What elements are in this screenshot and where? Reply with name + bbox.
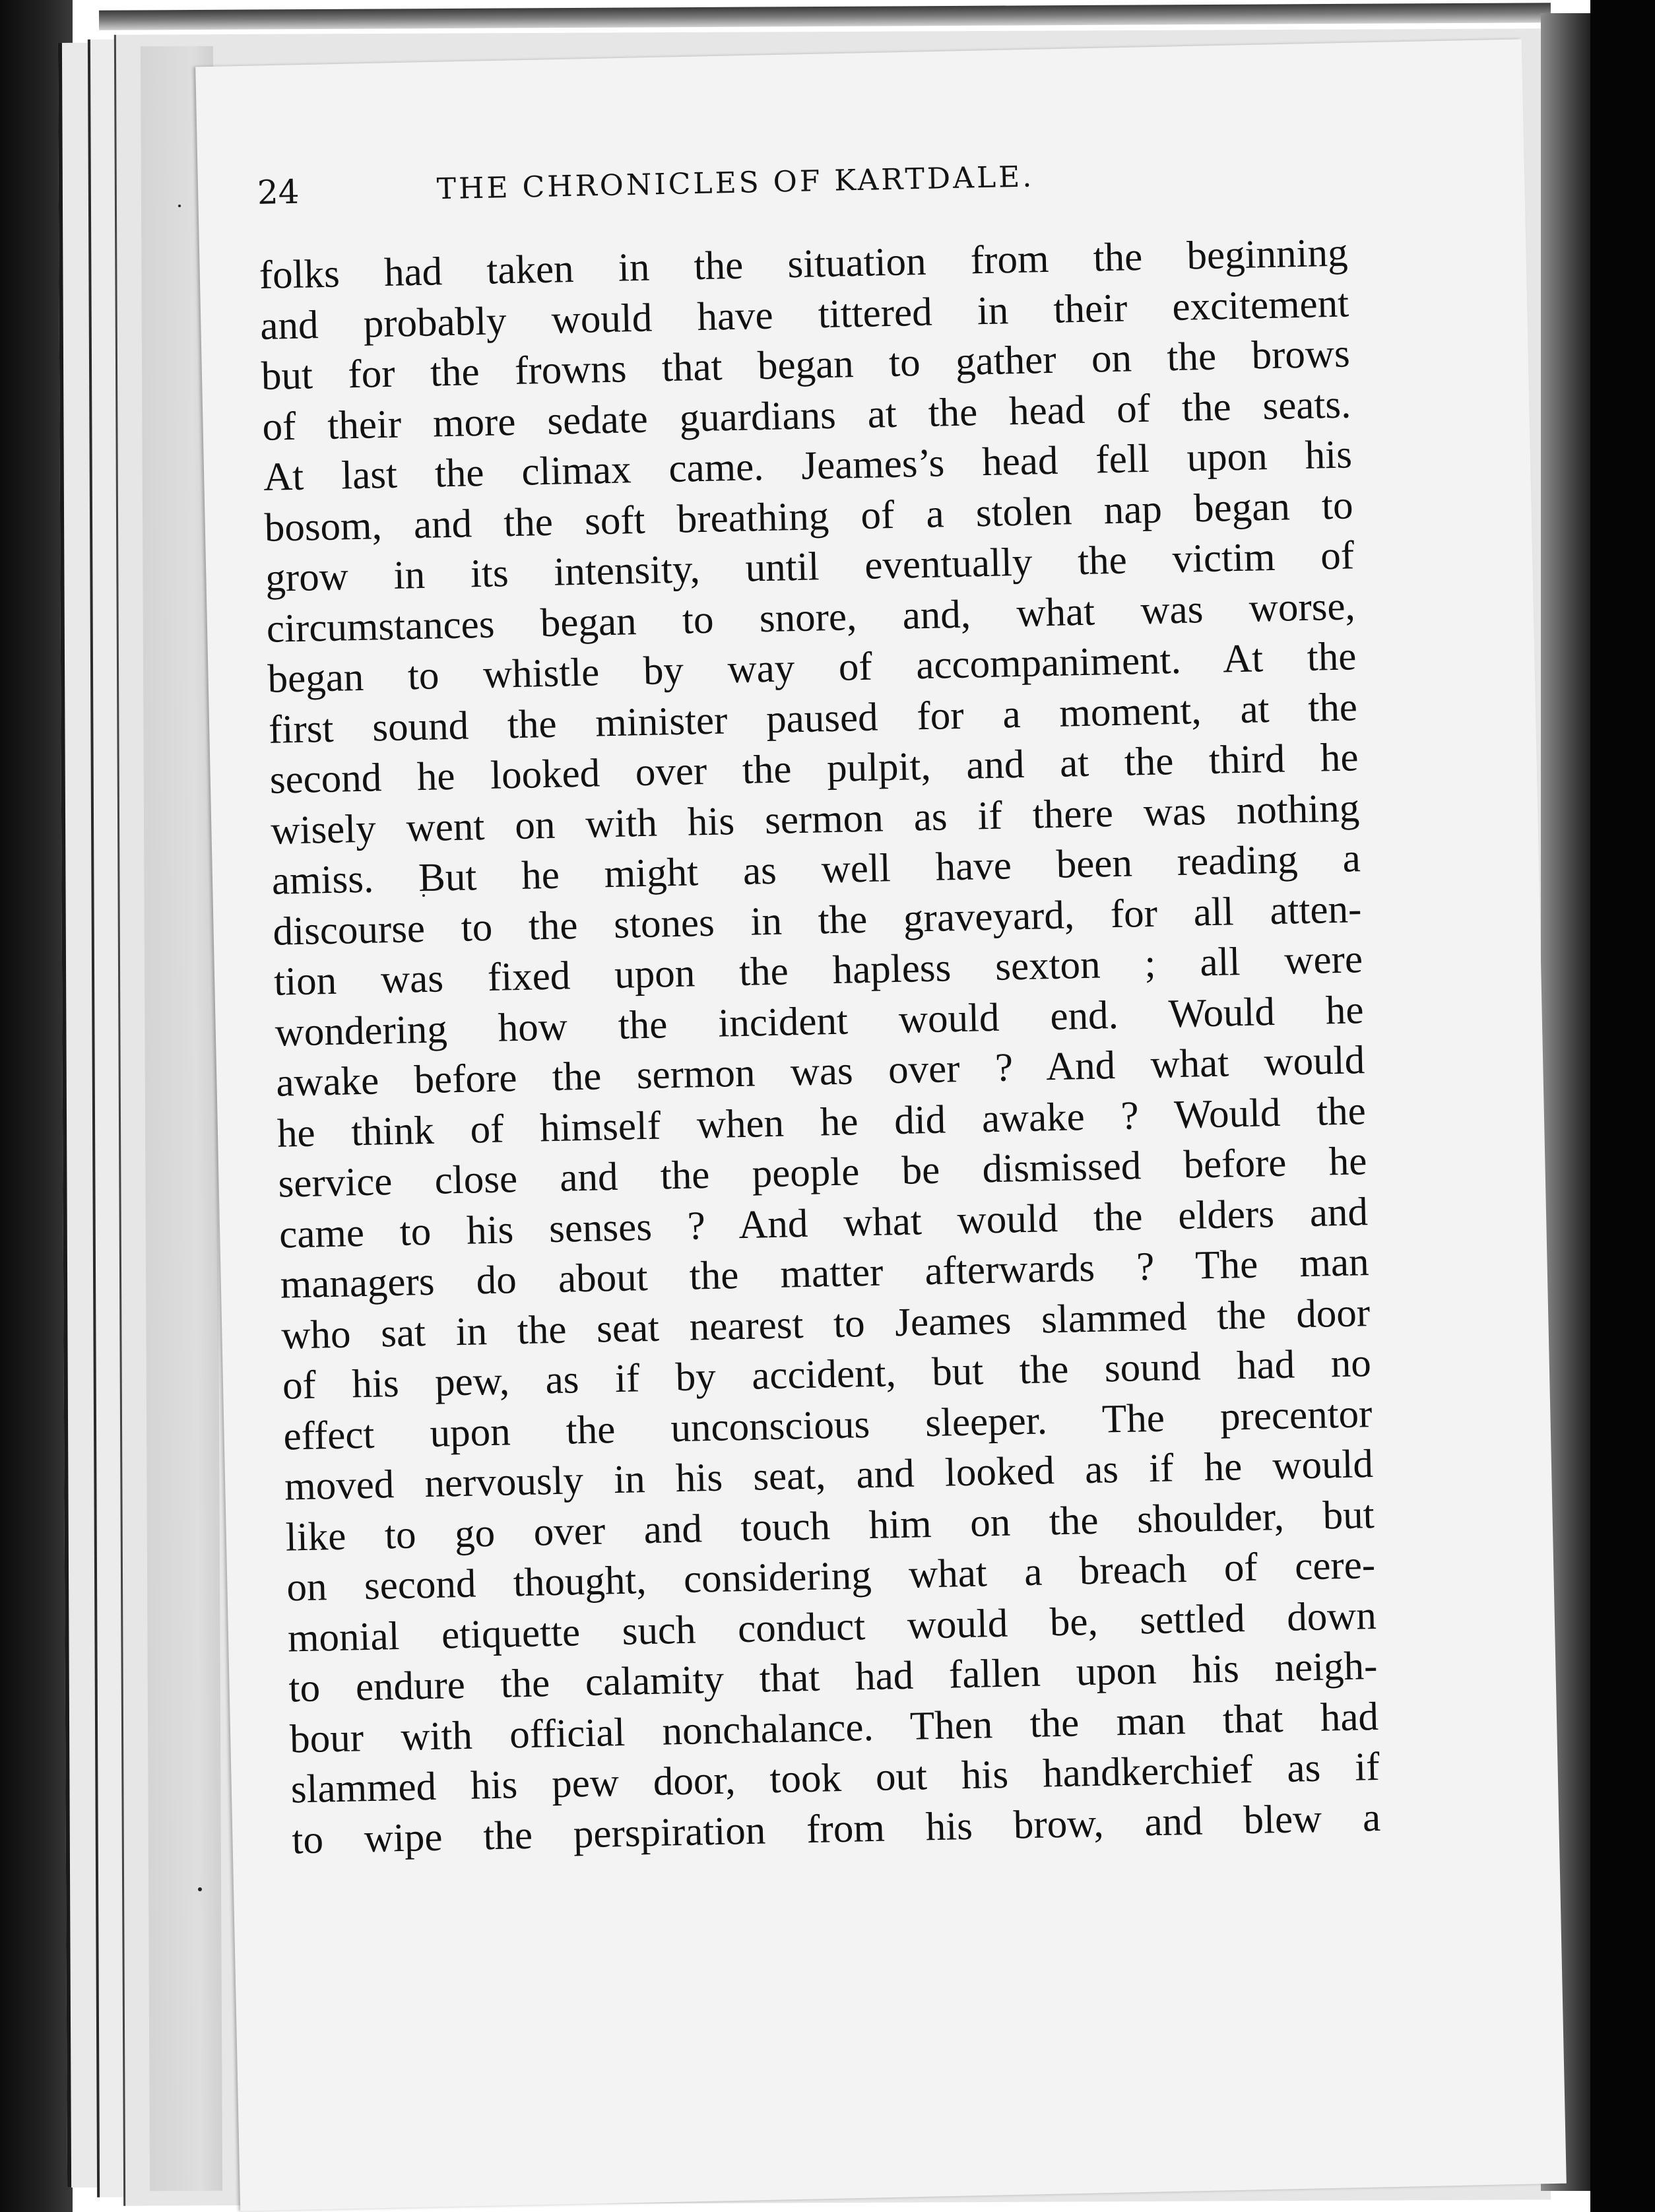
text-line: to endure the calamity that had fallen upon his neigh- [288,1643,1378,1711]
dust-speck [198,1887,202,1891]
text-line: wondering how the incident would end. Would he [275,987,1365,1055]
text-line: managers do about the matter afterwards ? The man [280,1240,1370,1307]
text-line: like to go over and touch him on the shoulder, but [285,1492,1375,1560]
text-line: first sound the minister paused for a moment, at the [268,684,1358,752]
running-head-title: THE CHRONICLES OF KARTDALE. [436,160,1035,207]
dust-speck [178,205,181,207]
text-line: to wipe the perspiration from his brow, and blew a [291,1795,1381,1862]
text-line: tion was fixed upon the hapless sexton ; all were [273,937,1363,1004]
text-line: bosom, and the soft breathing of a stolen nap began to [264,482,1354,550]
text-line: At last the climax came. Jeames’s head fell upon his [263,432,1353,500]
page-number: 24 [257,172,300,212]
text-line: wisely went on with his sermon as if there was nothing [270,785,1360,853]
text-line: monial etiquette such conduct would be, settled down [287,1593,1377,1661]
text-line: effect upon the unconscious sleeper. The precentor [282,1391,1373,1459]
text-line: discourse to the stones in the graveyard, for all atten- [272,886,1362,954]
text-line: bour with official nonchalance. Then the man that had [289,1694,1379,1761]
text-line: second he looked over the pulpit, and at the third he [269,735,1359,802]
text-line: slammed his pew door, took out his handkerchief as if [290,1744,1380,1812]
text-line: amiss. But he might as well have been reading a [271,836,1361,903]
text-line: began to whistle by way of accompaniment. At the [267,634,1357,701]
text-line: folks had taken in the situation from the beginning [259,230,1349,298]
text-line: and probably would have tittered in their excitement [259,280,1349,348]
text-line: he think of himself when he did awake ? Would the [276,1088,1367,1156]
text-line: but for the frowns that began to gather on the brows [261,331,1351,399]
text-line: on second thought, considering what a breach of cere- [286,1543,1376,1610]
text-line: of his pew, as if by accident, but the sound had no [282,1341,1372,1408]
text-line: moved nervously in his seat, and looked as if he would [284,1442,1374,1509]
book-top-edge [99,3,1551,30]
text-line: of their more sedate guardians at the head of the seats. [261,381,1351,449]
text-line: came to his senses ? And what would the elders and [278,1189,1369,1257]
text-line: circumstances began to snore, and, what was worse, [266,583,1356,651]
text-line: grow in its intensity, until eventually the victim of [265,533,1355,601]
text-line: service close and the people be dismissed before he [277,1139,1367,1206]
book-binding-right [1590,0,1655,2212]
text-line: who sat in the seat nearest to Jeames slammed the door [280,1290,1371,1358]
text-line: awake before the sermon was over ? And what would [275,1038,1365,1105]
body-text [259,228,1381,1866]
